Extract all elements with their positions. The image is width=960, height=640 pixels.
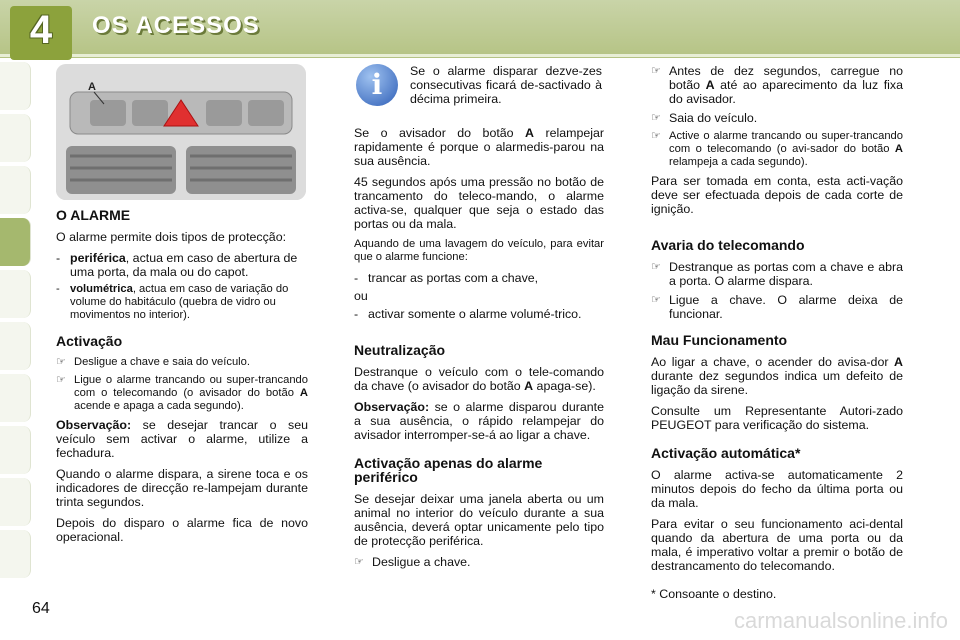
- pointing-hand-icon: ☞: [651, 112, 661, 124]
- column-3: [651, 64, 903, 608]
- dashboard-illustration: [56, 64, 306, 200]
- list-item: ☞ Antes de dez segundos, carregue no botão A até ao aparecimento da luz fixa do avisador.: [651, 64, 903, 106]
- chapter-tab-active[interactable]: [0, 218, 31, 266]
- chapter-tab[interactable]: [0, 530, 31, 578]
- section-heading-neutralization: Neutralização: [354, 342, 446, 358]
- pointing-hand-icon: ☞: [651, 261, 661, 273]
- pointing-hand-icon: ☞: [56, 374, 66, 386]
- paragraph: Se desejar deixar uma janela aberta ou um animal no interior do veículo durante a sua ausência, deverá optar unicamente pelo tipo de protecção periférica.: [354, 492, 604, 548]
- section-heading-malfunction: Mau Funcionamento: [651, 332, 788, 348]
- chapter-number: 4: [29, 8, 53, 52]
- chapter-tab[interactable]: [0, 426, 31, 474]
- section-heading-auto-activation: Activação automática*: [651, 445, 801, 461]
- section-heading-alarm: O ALARME: [56, 207, 131, 223]
- pointing-hand-icon: ☞: [651, 130, 661, 142]
- list-item: ☞ Destranque as portas com a chave e abra a porta. O alarme dispara.: [651, 260, 903, 288]
- page-number: 64: [32, 600, 50, 617]
- column-1: [56, 64, 308, 551]
- chapter-tab[interactable]: [0, 270, 31, 318]
- page-title: OS ACESSOS: [92, 12, 260, 39]
- pointing-hand-icon: ☞: [651, 294, 661, 306]
- chapter-tab[interactable]: [0, 62, 31, 110]
- list-item: ☞ Desligue a chave e saia do veículo.: [56, 356, 251, 368]
- section-heading-peripheral: Activação apenas do alarme periférico: [354, 455, 543, 485]
- paragraph: Para ser tomada em conta, esta acti-vação deve ser efectuada depois de cada corte de ignição.: [651, 174, 903, 216]
- list-item: - periférica, actua em caso de abertura de uma porta, da mala ou do capot.: [56, 251, 298, 279]
- callout-label: A: [88, 81, 96, 93]
- chapter-tab[interactable]: [0, 478, 31, 526]
- paragraph: Destranque o veículo com o tele-comando da chave (o avisador do botão A apaga-se).: [354, 365, 604, 393]
- chapter-tabs: [0, 62, 36, 580]
- chapter-badge: [10, 6, 72, 60]
- paragraph: Observação: se desejar trancar o seu veículo sem activar o alarme, utilize a fechadura.: [56, 418, 308, 460]
- dashboard-photo: [56, 64, 306, 200]
- section-heading-activation: Activação: [56, 333, 123, 349]
- info-text: Se o alarme disparar dezve-zes consecutivas ficará de-sactivado à décima primeira.: [410, 64, 602, 106]
- list-item: - activar somente o alarme volumé-trico.: [354, 307, 582, 321]
- column-2: [354, 64, 604, 574]
- paragraph: Aquando de uma lavagem do veículo, para evitar que o alarme funcione:: [354, 238, 604, 263]
- pointing-hand-icon: ☞: [354, 556, 364, 568]
- chapter-tab[interactable]: [0, 114, 31, 162]
- list-item: - trancar as portas com a chave,: [354, 271, 539, 285]
- paragraph: Quando o alarme dispara, a sirene toca e os indicadores de direcção re-lampejam durante trinta segundos.: [56, 467, 308, 509]
- paragraph: 45 segundos após uma pressão no botão de trancamento do teleco-mando, o alarme activa-se, qualquer que seja o estado das portas ou da mala.: [354, 175, 604, 231]
- info-icon: i: [356, 64, 398, 106]
- header-divider: [0, 54, 960, 57]
- pointing-hand-icon: ☞: [56, 356, 66, 368]
- chapter-tab[interactable]: [0, 322, 31, 370]
- paragraph: ou: [354, 289, 368, 303]
- pointing-hand-icon: ☞: [651, 65, 661, 77]
- paragraph: Para evitar o seu funcionamento aci-dental quando da abertura de uma porta ou da mala, é imperativo voltar a premir o botão de destrancamento do telecomando.: [651, 517, 903, 573]
- list-item: ☞ Ligue a chave. O alarme deixa de funcionar.: [651, 293, 903, 321]
- watermark: carmanualsonline.info: [733, 608, 948, 633]
- list-item: - volumétrica, actua em caso de variação do volume do habitáculo (quebra de vidro ou movimentos no interior).: [56, 283, 289, 321]
- paragraph: Se o avisador do botão A relampejar rapidamente é porque o alarmedis-parou na sua ausência.: [354, 126, 604, 168]
- list-item: ☞ Desligue a chave.: [354, 555, 471, 569]
- list-item: ☞ Saia do veículo.: [651, 111, 758, 125]
- paragraph: O alarme activa-se automaticamente 2 minutos depois do fecho da última porta ou da mala.: [651, 468, 903, 510]
- list-item: ☞ Active o alarme trancando ou super-trancando com o telecomando (o avi-sador do botão A relampeja a cada segundo).: [651, 130, 903, 168]
- paragraph: Ao ligar a chave, o acender do avisa-dor A durante dez segundos indica um defeito de ligação da sirene.: [651, 355, 903, 397]
- footnote: * Consoante o destino.: [651, 587, 777, 601]
- paragraph: O alarme permite dois tipos de protecção:: [56, 230, 287, 244]
- chapter-tab[interactable]: [0, 166, 31, 214]
- paragraph: Depois do disparo o alarme fica de novo operacional.: [56, 516, 308, 544]
- paragraph: Consulte um Representante Autori-zado PEUGEOT para verificação do sistema.: [651, 404, 903, 432]
- list-item: ☞ Ligue o alarme trancando ou super-trancando com o telecomando (o avisador do botão A acende e apaga a cada segundo).: [56, 374, 308, 412]
- section-heading-remote-fault: Avaria do telecomando: [651, 237, 805, 253]
- info-note: [354, 64, 604, 120]
- paragraph: Observação: se o alarme disparou durante a sua ausência, o rápido relampejar do avisador interromper-se-á ao ligar a chave.: [354, 400, 604, 442]
- chapter-tab[interactable]: [0, 374, 31, 422]
